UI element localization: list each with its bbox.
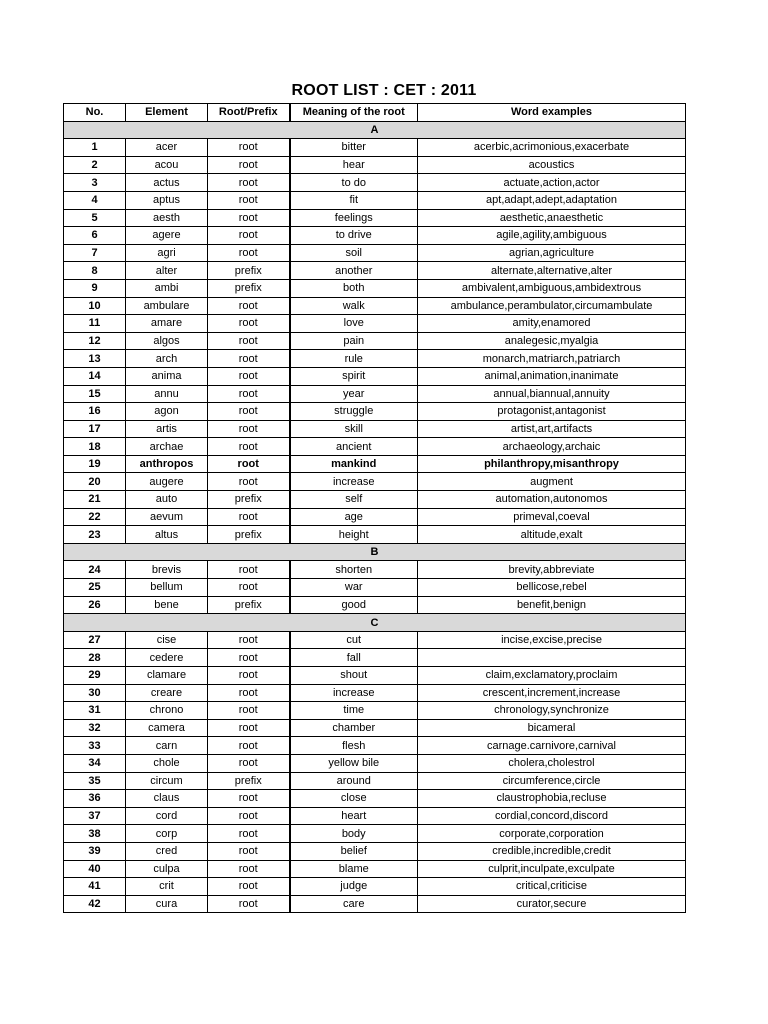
table-body — [64, 121, 686, 913]
cell-meaning: ancient — [290, 438, 418, 456]
cell-no: 40 — [64, 860, 126, 878]
cell-meaning: height — [290, 526, 418, 544]
header-no: No. — [64, 104, 126, 122]
cell-root-prefix: root — [208, 315, 290, 333]
cell-root-prefix: root — [208, 350, 290, 368]
page-title: ROOT LIST : CET : 2011 — [291, 82, 477, 99]
table-row — [64, 737, 686, 755]
cell-root-prefix: root — [208, 385, 290, 403]
cell-no: 32 — [64, 719, 126, 737]
cell-element: archae — [126, 438, 208, 456]
cell-meaning: pain — [290, 332, 418, 350]
cell-meaning: chamber — [290, 719, 418, 737]
cell-meaning: care — [290, 895, 418, 913]
cell-element: clamare — [126, 667, 208, 685]
cell-no: 37 — [64, 807, 126, 825]
cell-element: crit — [126, 878, 208, 896]
table-row — [64, 631, 686, 649]
cell-element: aesth — [126, 209, 208, 227]
cell-word-examples: benefit,benign — [418, 596, 686, 614]
cell-element: chole — [126, 754, 208, 772]
cell-word-examples: ambivalent,ambiguous,ambidextrous — [418, 279, 686, 297]
cell-no: 30 — [64, 684, 126, 702]
cell-no: 14 — [64, 367, 126, 385]
cell-root-prefix: root — [208, 473, 290, 491]
cell-word-examples: apt,adapt,adept,adaptation — [418, 191, 686, 209]
cell-root-prefix: root — [208, 244, 290, 262]
section-header-row — [64, 614, 686, 632]
cell-no: 7 — [64, 244, 126, 262]
cell-word-examples: credible,incredible,credit — [418, 842, 686, 860]
table-row — [64, 842, 686, 860]
cell-element: culpa — [126, 860, 208, 878]
cell-element: amare — [126, 315, 208, 333]
cell-word-examples: archaeology,archaic — [418, 438, 686, 456]
table-row — [64, 403, 686, 421]
cell-no: 1 — [64, 139, 126, 157]
cell-word-examples: culprit,inculpate,exculpate — [418, 860, 686, 878]
cell-root-prefix: root — [208, 807, 290, 825]
cell-root-prefix: root — [208, 860, 290, 878]
cell-root-prefix: root — [208, 367, 290, 385]
cell-meaning: good — [290, 596, 418, 614]
cell-meaning: judge — [290, 878, 418, 896]
cell-no: 24 — [64, 561, 126, 579]
root-list-table — [63, 103, 686, 913]
cell-word-examples: incise,excise,precise — [418, 631, 686, 649]
table-row — [64, 244, 686, 262]
cell-no: 38 — [64, 825, 126, 843]
cell-meaning: flesh — [290, 737, 418, 755]
cell-root-prefix: root — [208, 702, 290, 720]
cell-root-prefix: root — [208, 561, 290, 579]
cell-meaning: walk — [290, 297, 418, 315]
table-row — [64, 860, 686, 878]
cell-meaning: fit — [290, 191, 418, 209]
table-row — [64, 420, 686, 438]
table-row — [64, 561, 686, 579]
cell-root-prefix: root — [208, 737, 290, 755]
cell-meaning: soil — [290, 244, 418, 262]
cell-element: brevis — [126, 561, 208, 579]
cell-no: 2 — [64, 156, 126, 174]
cell-no: 33 — [64, 737, 126, 755]
cell-meaning: yellow bile — [290, 754, 418, 772]
cell-word-examples: corporate,corporation — [418, 825, 686, 843]
cell-meaning: self — [290, 491, 418, 509]
cell-no: 29 — [64, 667, 126, 685]
cell-no: 4 — [64, 191, 126, 209]
table-row — [64, 491, 686, 509]
cell-root-prefix: prefix — [208, 491, 290, 509]
cell-element: algos — [126, 332, 208, 350]
section-letter: C — [64, 614, 686, 632]
cell-element: carn — [126, 737, 208, 755]
table-row — [64, 438, 686, 456]
cell-word-examples: actuate,action,actor — [418, 174, 686, 192]
table-row — [64, 385, 686, 403]
table-row — [64, 772, 686, 790]
cell-no: 13 — [64, 350, 126, 368]
cell-word-examples: curator,secure — [418, 895, 686, 913]
cell-element: anthropos — [126, 455, 208, 473]
cell-word-examples: chronology,synchronize — [418, 702, 686, 720]
cell-element: agri — [126, 244, 208, 262]
header-root-prefix: Root/Prefix — [208, 104, 290, 122]
cell-no: 20 — [64, 473, 126, 491]
cell-word-examples: ambulance,perambulator,circumambulate — [418, 297, 686, 315]
cell-word-examples: carnage.carnivore,carnival — [418, 737, 686, 755]
cell-element: artis — [126, 420, 208, 438]
cell-no: 42 — [64, 895, 126, 913]
cell-word-examples: amity,enamored — [418, 315, 686, 333]
cell-word-examples: alternate,alternative,alter — [418, 262, 686, 280]
cell-meaning: body — [290, 825, 418, 843]
cell-root-prefix: root — [208, 156, 290, 174]
cell-word-examples: acoustics — [418, 156, 686, 174]
table-row — [64, 315, 686, 333]
cell-no: 34 — [64, 754, 126, 772]
cell-no: 17 — [64, 420, 126, 438]
cell-element: cord — [126, 807, 208, 825]
cell-element: ambi — [126, 279, 208, 297]
cell-meaning: blame — [290, 860, 418, 878]
table-row — [64, 350, 686, 368]
cell-word-examples: augment — [418, 473, 686, 491]
cell-element: anima — [126, 367, 208, 385]
cell-root-prefix: root — [208, 649, 290, 667]
cell-word-examples: altitude,exalt — [418, 526, 686, 544]
table-row — [64, 719, 686, 737]
cell-word-examples: cordial,concord,discord — [418, 807, 686, 825]
cell-meaning: feelings — [290, 209, 418, 227]
cell-element: arch — [126, 350, 208, 368]
cell-word-examples: crescent,increment,increase — [418, 684, 686, 702]
cell-root-prefix: root — [208, 579, 290, 597]
table-row — [64, 367, 686, 385]
table-row — [64, 279, 686, 297]
table-row — [64, 667, 686, 685]
table-row — [64, 895, 686, 913]
cell-meaning: increase — [290, 473, 418, 491]
table-row — [64, 174, 686, 192]
cell-no: 3 — [64, 174, 126, 192]
table-row — [64, 508, 686, 526]
cell-element: annu — [126, 385, 208, 403]
cell-element: augere — [126, 473, 208, 491]
cell-element: cedere — [126, 649, 208, 667]
cell-element: aptus — [126, 191, 208, 209]
cell-element: chrono — [126, 702, 208, 720]
cell-element: altus — [126, 526, 208, 544]
cell-meaning: love — [290, 315, 418, 333]
section-letter: A — [64, 121, 686, 139]
cell-meaning: war — [290, 579, 418, 597]
cell-root-prefix: root — [208, 719, 290, 737]
cell-meaning: around — [290, 772, 418, 790]
cell-no: 21 — [64, 491, 126, 509]
cell-no: 35 — [64, 772, 126, 790]
cell-meaning: struggle — [290, 403, 418, 421]
cell-word-examples — [418, 649, 686, 667]
cell-word-examples: agile,agility,ambiguous — [418, 227, 686, 245]
cell-meaning: close — [290, 790, 418, 808]
cell-root-prefix: root — [208, 455, 290, 473]
table-row — [64, 790, 686, 808]
cell-root-prefix: prefix — [208, 526, 290, 544]
cell-meaning: fall — [290, 649, 418, 667]
cell-root-prefix: root — [208, 825, 290, 843]
cell-word-examples: agrian,agriculture — [418, 244, 686, 262]
cell-element: agon — [126, 403, 208, 421]
cell-no: 41 — [64, 878, 126, 896]
cell-meaning: shout — [290, 667, 418, 685]
section-letter: B — [64, 543, 686, 561]
cell-no: 8 — [64, 262, 126, 280]
table-row — [64, 684, 686, 702]
header-word-examples: Word examples — [418, 104, 686, 122]
cell-element: cise — [126, 631, 208, 649]
cell-root-prefix: root — [208, 790, 290, 808]
cell-no: 9 — [64, 279, 126, 297]
cell-root-prefix: root — [208, 508, 290, 526]
cell-meaning: bitter — [290, 139, 418, 157]
cell-meaning: time — [290, 702, 418, 720]
cell-meaning: to drive — [290, 227, 418, 245]
cell-root-prefix: root — [208, 209, 290, 227]
cell-root-prefix: prefix — [208, 262, 290, 280]
cell-no: 12 — [64, 332, 126, 350]
cell-root-prefix: prefix — [208, 772, 290, 790]
cell-no: 22 — [64, 508, 126, 526]
cell-no: 25 — [64, 579, 126, 597]
cell-no: 18 — [64, 438, 126, 456]
cell-word-examples: cholera,cholestrol — [418, 754, 686, 772]
cell-element: creare — [126, 684, 208, 702]
header-element: Element — [126, 104, 208, 122]
cell-root-prefix: root — [208, 667, 290, 685]
cell-element: ambulare — [126, 297, 208, 315]
cell-root-prefix: root — [208, 684, 290, 702]
cell-element: cura — [126, 895, 208, 913]
cell-root-prefix: root — [208, 420, 290, 438]
cell-word-examples: bicameral — [418, 719, 686, 737]
cell-meaning: age — [290, 508, 418, 526]
cell-element: circum — [126, 772, 208, 790]
cell-word-examples: bellicose,rebel — [418, 579, 686, 597]
cell-element: claus — [126, 790, 208, 808]
cell-element: acer — [126, 139, 208, 157]
cell-element: auto — [126, 491, 208, 509]
cell-root-prefix: prefix — [208, 279, 290, 297]
table-row — [64, 878, 686, 896]
cell-no: 36 — [64, 790, 126, 808]
cell-word-examples: circumference,circle — [418, 772, 686, 790]
cell-no: 6 — [64, 227, 126, 245]
cell-no: 27 — [64, 631, 126, 649]
table-row — [64, 156, 686, 174]
cell-element: aevum — [126, 508, 208, 526]
table-row — [64, 332, 686, 350]
cell-element: camera — [126, 719, 208, 737]
cell-no: 23 — [64, 526, 126, 544]
cell-no: 39 — [64, 842, 126, 860]
cell-no: 15 — [64, 385, 126, 403]
table-row — [64, 473, 686, 491]
cell-word-examples: animal,animation,inanimate — [418, 367, 686, 385]
cell-word-examples: analegesic,myalgia — [418, 332, 686, 350]
cell-meaning: belief — [290, 842, 418, 860]
table-row — [64, 702, 686, 720]
table-header-row — [64, 104, 686, 122]
table-row — [64, 596, 686, 614]
table-row — [64, 579, 686, 597]
cell-word-examples: monarch,matriarch,patriarch — [418, 350, 686, 368]
table-row — [64, 825, 686, 843]
cell-no: 28 — [64, 649, 126, 667]
cell-root-prefix: root — [208, 174, 290, 192]
cell-element: actus — [126, 174, 208, 192]
table-row — [64, 262, 686, 280]
cell-meaning: another — [290, 262, 418, 280]
cell-word-examples: annual,biannual,annuity — [418, 385, 686, 403]
cell-meaning: increase — [290, 684, 418, 702]
cell-root-prefix: root — [208, 631, 290, 649]
cell-meaning: mankind — [290, 455, 418, 473]
cell-word-examples: claustrophobia,recluse — [418, 790, 686, 808]
cell-no: 16 — [64, 403, 126, 421]
cell-no: 31 — [64, 702, 126, 720]
cell-element: acou — [126, 156, 208, 174]
table-row — [64, 455, 686, 473]
cell-word-examples: automation,autonomos — [418, 491, 686, 509]
cell-root-prefix: root — [208, 191, 290, 209]
cell-word-examples: brevity,abbreviate — [418, 561, 686, 579]
cell-element: cred — [126, 842, 208, 860]
cell-root-prefix: root — [208, 842, 290, 860]
cell-meaning: both — [290, 279, 418, 297]
table-row — [64, 139, 686, 157]
cell-no: 11 — [64, 315, 126, 333]
cell-root-prefix: root — [208, 754, 290, 772]
table-row — [64, 526, 686, 544]
cell-no: 10 — [64, 297, 126, 315]
cell-meaning: skill — [290, 420, 418, 438]
section-header-row — [64, 543, 686, 561]
cell-root-prefix: root — [208, 438, 290, 456]
cell-root-prefix: root — [208, 227, 290, 245]
table-row — [64, 649, 686, 667]
table-row — [64, 209, 686, 227]
cell-meaning: heart — [290, 807, 418, 825]
cell-word-examples: claim,exclamatory,proclaim — [418, 667, 686, 685]
cell-word-examples: philanthropy,misanthropy — [418, 455, 686, 473]
cell-element: bellum — [126, 579, 208, 597]
cell-no: 26 — [64, 596, 126, 614]
cell-root-prefix: root — [208, 403, 290, 421]
cell-no: 19 — [64, 455, 126, 473]
cell-no: 5 — [64, 209, 126, 227]
cell-word-examples: artist,art,artifacts — [418, 420, 686, 438]
cell-word-examples: acerbic,acrimonious,exacerbate — [418, 139, 686, 157]
table-row — [64, 191, 686, 209]
cell-meaning: hear — [290, 156, 418, 174]
cell-element: alter — [126, 262, 208, 280]
cell-element: bene — [126, 596, 208, 614]
cell-root-prefix: prefix — [208, 596, 290, 614]
cell-root-prefix: root — [208, 895, 290, 913]
table-row — [64, 227, 686, 245]
cell-word-examples: primeval,coeval — [418, 508, 686, 526]
table-row — [64, 754, 686, 772]
cell-meaning: rule — [290, 350, 418, 368]
cell-root-prefix: root — [208, 139, 290, 157]
cell-meaning: shorten — [290, 561, 418, 579]
cell-meaning: to do — [290, 174, 418, 192]
cell-meaning: spirit — [290, 367, 418, 385]
cell-element: corp — [126, 825, 208, 843]
cell-word-examples: protagonist,antagonist — [418, 403, 686, 421]
cell-root-prefix: root — [208, 878, 290, 896]
cell-root-prefix: root — [208, 332, 290, 350]
header-meaning: Meaning of the root — [290, 104, 418, 122]
table-row — [64, 807, 686, 825]
table-row — [64, 297, 686, 315]
cell-word-examples: aesthetic,anaesthetic — [418, 209, 686, 227]
cell-element: agere — [126, 227, 208, 245]
cell-root-prefix: root — [208, 297, 290, 315]
cell-meaning: year — [290, 385, 418, 403]
cell-word-examples: critical,criticise — [418, 878, 686, 896]
cell-meaning: cut — [290, 631, 418, 649]
section-header-row — [64, 121, 686, 139]
